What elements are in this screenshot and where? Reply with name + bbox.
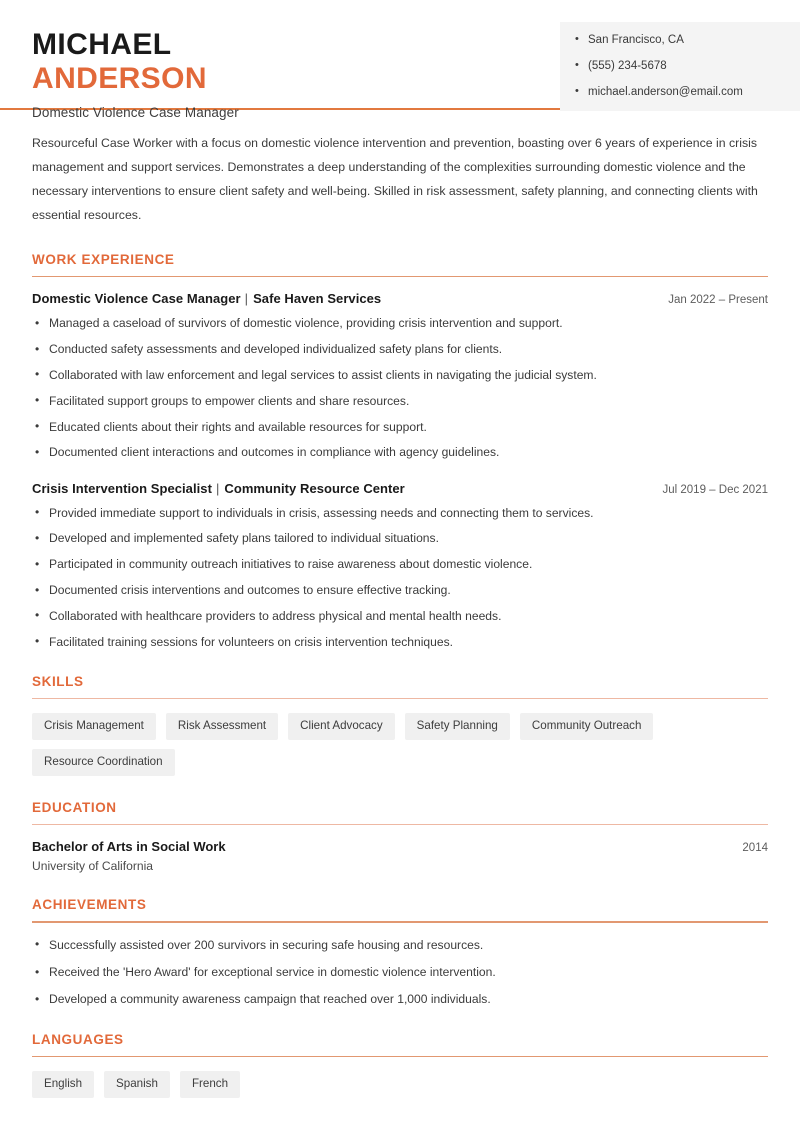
header-job-title: Domestic Violence Case Manager bbox=[32, 105, 239, 121]
job-bullet: • Developed and implemented safety plans tailored to individual situations. bbox=[32, 530, 768, 546]
job-dates: Jan 2022 – Present bbox=[668, 294, 768, 307]
education-degree: Bachelor of Arts in Social Work bbox=[32, 839, 226, 855]
job-bullet: • Conducted safety assessments and developed individualized safety plans for clients. bbox=[32, 341, 768, 357]
job-bullet: • Documented client interactions and outcomes in compliance with agency guidelines. bbox=[32, 444, 768, 460]
section-title-work-experience: WORK EXPERIENCE bbox=[32, 251, 175, 267]
section-title-achievements: ACHIEVEMENTS bbox=[32, 897, 147, 913]
job-bullet-list bbox=[32, 315, 768, 460]
job-bullet: • Educated clients about their rights and available resources for support. bbox=[32, 419, 768, 435]
achievement-item: • Successfully assisted over 200 survivors in securing safe housing and resources. bbox=[32, 937, 768, 953]
skill-tag: Community Outreach bbox=[520, 713, 654, 740]
contact-item-email[interactable]: • michael.anderson@email.com bbox=[574, 86, 784, 100]
job-bullet: • Facilitated training sessions for volunteers on crisis intervention techniques. bbox=[32, 634, 768, 650]
languages-tag-list bbox=[32, 1071, 768, 1098]
education-header bbox=[32, 839, 768, 854]
section-title-skills: SKILLS bbox=[32, 674, 84, 690]
section-divider bbox=[32, 921, 768, 922]
skill-tag: Risk Assessment bbox=[166, 713, 278, 740]
job-role: Domestic Violence Case Manager bbox=[32, 291, 241, 307]
section-divider bbox=[32, 276, 768, 277]
contact-info-box bbox=[560, 22, 800, 111]
contact-item-phone: • (555) 234-5678 bbox=[574, 60, 784, 74]
section-work-experience bbox=[32, 252, 768, 650]
job-separator: | bbox=[244, 291, 249, 307]
job-bullet: • Provided immediate support to individuals in crisis, assessing needs and connecting them to services. bbox=[32, 505, 768, 521]
job-separator: | bbox=[215, 480, 220, 496]
section-divider bbox=[32, 1056, 768, 1057]
education-year: 2014 bbox=[742, 842, 768, 855]
job-bullet-list bbox=[32, 505, 768, 650]
section-achievements bbox=[32, 897, 768, 1007]
job-company: Community Resource Center bbox=[224, 480, 405, 496]
skill-tag: Safety Planning bbox=[405, 713, 510, 740]
job-role: Crisis Intervention Specialist bbox=[32, 480, 212, 496]
first-name: MICHAEL bbox=[32, 28, 172, 61]
section-title-languages: LANGUAGES bbox=[32, 1031, 124, 1047]
job-dates: Jul 2019 – Dec 2021 bbox=[662, 483, 768, 496]
achievement-item: • Developed a community awareness campaign that reached over 1,000 individuals. bbox=[32, 991, 768, 1007]
skill-tag: Crisis Management bbox=[32, 713, 156, 740]
job-role-company bbox=[32, 291, 381, 306]
job-entry bbox=[32, 481, 768, 650]
job-company: Safe Haven Services bbox=[253, 291, 382, 307]
education-school: University of California bbox=[32, 859, 153, 874]
education-entry bbox=[32, 839, 768, 873]
section-title-education: EDUCATION bbox=[32, 799, 117, 815]
job-bullet: • Facilitated support groups to empower clients and share resources. bbox=[32, 393, 768, 409]
header-identity bbox=[0, 22, 239, 120]
job-bullet: • Managed a caseload of survivors of domestic violence, providing crisis intervention and support. bbox=[32, 315, 768, 331]
skill-tag: Client Advocacy bbox=[288, 713, 395, 740]
language-tag: English bbox=[32, 1071, 94, 1098]
language-tag: French bbox=[180, 1071, 240, 1098]
language-tag: Spanish bbox=[104, 1071, 170, 1098]
job-bullet: • Collaborated with healthcare providers to address physical and mental health needs. bbox=[32, 608, 768, 624]
section-education bbox=[32, 800, 768, 873]
job-header bbox=[32, 291, 768, 306]
job-header bbox=[32, 481, 768, 496]
achievements-list bbox=[32, 937, 768, 1008]
professional-summary: Resourceful Case Worker with a focus on domestic violence intervention and prevention, boasting over 6 years of experience in crisis management and support services. Demonstrates a deep understanding of the complexities surrounding domestic violence and the necessary interventions to ensure client safety and well-being. Skilled in risk assessment, safety planning, and connecting clients with essential resources. bbox=[32, 136, 758, 222]
job-bullet: • Documented crisis interventions and outcomes to ensure effective tracking. bbox=[32, 582, 768, 598]
achievement-item: • Received the 'Hero Award' for exceptional service in domestic violence intervention. bbox=[32, 964, 768, 980]
job-role-company bbox=[32, 481, 405, 496]
section-languages bbox=[32, 1032, 768, 1098]
job-bullet: • Collaborated with law enforcement and legal services to assist clients in navigating the judicial system. bbox=[32, 367, 768, 383]
skills-tag-list bbox=[32, 713, 768, 776]
job-bullet: • Participated in community outreach initiatives to raise awareness about domestic violence. bbox=[32, 556, 768, 572]
contact-list bbox=[574, 34, 784, 99]
resume-content bbox=[0, 132, 800, 1098]
section-divider bbox=[32, 824, 768, 825]
contact-item-location: • San Francisco, CA bbox=[574, 34, 784, 48]
section-skills bbox=[32, 674, 768, 776]
job-entry bbox=[32, 291, 768, 460]
skill-tag: Resource Coordination bbox=[32, 749, 175, 776]
section-divider bbox=[32, 698, 768, 699]
resume-header bbox=[0, 0, 800, 121]
last-name: ANDERSON bbox=[32, 61, 207, 95]
